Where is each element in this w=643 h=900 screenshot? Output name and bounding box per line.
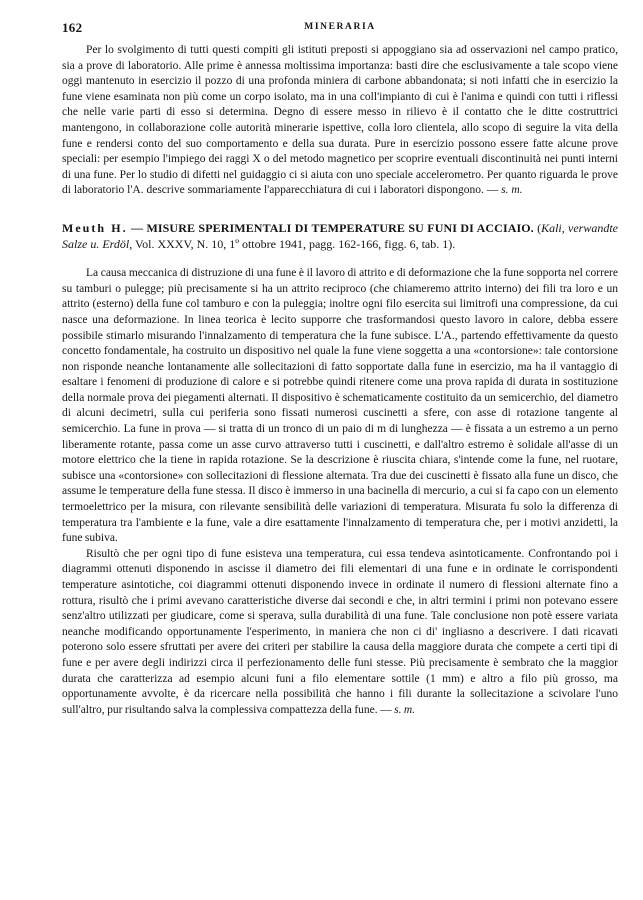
reference-entry — [62, 221, 618, 252]
reference-source-open: ( — [537, 220, 542, 235]
page-header — [62, 20, 618, 36]
abstract-paragraph: La causa meccanica di distruzione di una fune è il lavoro di attrito e di deformazione che la fune sopporta nel correre su tamburi o pulegge; più precisamente si ha un attrito reciproco (che chiameremo attrito interno) dei fili tra loro e un attrito (esterno) della fune col tamburo e con la puleggia; inoltre ogni filo esercita sui limitrofi una compressione, da cui nasce una deformazione. In linea teorica è lecito supporre che trasformandosi questo lavoro in calore, debba essere possibile stimarlo misurando l'innalzamento di temperatura che la fune subisce. L'A., partendo effettivamente da questo concetto fondamentale, ha costruito un dispositivo nel quale la fune viene soggetta a una «contorsione»: tale contorsione non risponde neanche lontanamente alle sollecitazioni di fatto sopportate dalla fune in esercizio, ma ha il vantaggio di esaltare i fenomeni di produzione di calore e si potrebbe quindi ritenere come una prova rapida di durata in sostituzione della normale prova dei piegamenti alternati. Il dispositivo è schematicamente costituito da un semicerchio, del diametro di alcuni decimetri, sulla cui periferia sono fissati numerosi cuscinetti a sfere, con asse di rotazione tangente al semicerchio. La fune in prova — si tratta di un tronco di un paio di m di lunghezza — è fissata a un estremo a un perno liberamente rotante, passa come un asse curvo attraverso tutti i cuscinetti, e dall'altro estremo è solidale all'asse di un motore elettrico che la tiene in rapida rotazione. Se la descrizione è riuscita chiara, s'intende come la fune, nel ruotare, subisce una «contorsione» con sollecitazioni di flessione alternata. Tra due dei cuscinetti è fissato alla fune un disco, che assume le temperature della fune stessa. Il disco è immerso in una bacinella di mercurio, a cui si fa capo con un elemento termoelettrico per la misura, con rilevante sensibilità delle variazioni di temperatura. Misurata fu solo la differenza di temperatura tra l'ambiente e la fune, vale a dire esattamente l'innalzamento di temperatura che, per i motivi anzidetti, la fune subiva. — [62, 267, 618, 545]
previous-abstract-text: Per lo svolgimento di tutti questi compiti gli istituti preposti si appoggiano sia ad osservazioni nel campo pratico, sia a prove di laboratorio. Alle prime è annessa moltissima importanza: basti dire che esclusivamente a tale scopo viene oggi mantenuto in esercizio il pozzo di una profonda miniera di carbone abbandonata; si noti infatti che in esercizio la fune viene esaminata non più come un corpo isolato, ma in una coll'impianto di cui è l'anima e quindi con tutti i riflessi che nelle varie parti di esso si determina. Degno di essere messo in rilievo è il contatto che le ditte costruttrici mantengono, in collaborazione colle autorità minerarie ispettive, colla loro clientela, allo scopo di seguire la vita della fune e rendersi conto del suo comportamento e della sua durata. Pure in esercizio possono essere fatte alcune prove speciali: per esempio l'impiego dei raggi X o del metodo magnetico per scoprire eventuali discontinuità nei punti interni di una fune. Per lo studio di difetti nel guidaggio ci si aiuta con uno speciale accelerometro. Per quanto riguarda le prove di laboratorio l'A. descrive sommariamente l'apparecchiatura di cui i laboratori dispongono. — — [62, 44, 618, 197]
reference-journal: Kali, verwandte Salze u. Erdöl, — [62, 220, 618, 251]
page-number: 162 — [62, 20, 83, 35]
reference-author: Meuth H. — [62, 220, 128, 235]
abstract-paragraph — [62, 547, 618, 719]
previous-abstract-paragraph — [62, 43, 618, 199]
abstract-paragraph-text: Risultò che per ogni tipo di fune esisteva una temperatura, cui essa tendeva asintoticamente. Confrontando poi i diagrammi ottenuti disponendo in ascisse il diametro dei fili elementari di una fune e in ordinate le corrispondenti temperature asintotiche, coi diagrammi ottenuti disponendo invece in ordinate il numero di flessioni alternate fino a rottura, risultò che i primi avevano caratteristiche diverse dai secondi e che, in altri termini i primi non potevano essere senz'altro utilizzati per giudicare, come si sperava, sulla durabilità di una fune. Tale conclusione non potè essere variata neanche modificando opportunamente l'esperimento, in maniera che non ci di' ingliasno a descrivere. I dati ricavati poterono solo essere sfruttati per avere dei criteri per stabilire la causa della maggiore durata che compete a certi tipi di fune e per avere degli indirizzi circa il perfezionamento delle funi stesse. Più precisamente è sembrato che la maggior durata che caratterizza ad esempio alcuni funi a filo elementare sottile (1 mm) e altro a filo più grosso, ma opportunamente avvolte, è da ricercare nella possibilità che hanno i fili durante la sollecitazione a scivolare l'uno sull'altro, pur risultando salva la complessiva compattezza della fune. — — [62, 547, 618, 716]
previous-abstract-signature: s. m. — [501, 184, 523, 197]
reference-details: Vol. XXXV, N. 10, 1º ottobre 1941, pagg. 162-166, figg. 6, tab. 1). — [132, 236, 456, 251]
abstract-signature: s. m. — [394, 703, 416, 716]
reference-dash: — — [127, 220, 147, 235]
page-body — [62, 43, 618, 718]
reference-title: MISURE SPERIMENTALI DI TEMPERATURE SU FUNI DI ACCIAIO. — [146, 220, 534, 235]
running-head: MINERARIA — [304, 22, 376, 32]
